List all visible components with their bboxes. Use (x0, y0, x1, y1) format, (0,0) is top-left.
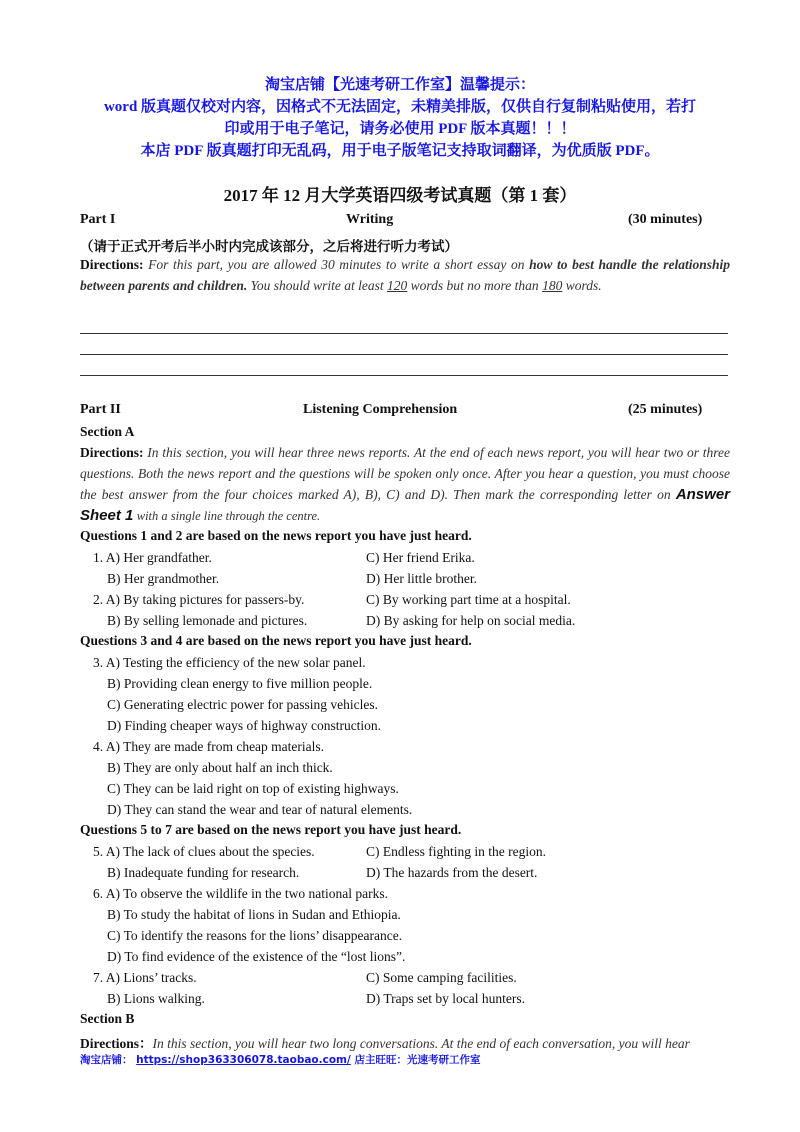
part1-name: Writing (346, 212, 394, 227)
essay-topic: how to best handle the relationship between parents and children. (80, 257, 731, 293)
part2-time: (25 minutes) (628, 402, 703, 417)
option-6b: B) To study the habitat of lions in Sudan and Ethiopia. (107, 907, 401, 922)
option-2c: C) By working part time at a hospital. (366, 592, 571, 607)
option-5a: 5. A) The lack of clues about the species. (93, 844, 315, 859)
part1-directions (80, 254, 730, 296)
part1-note: （请于正式开考后半小时内完成该部分，之后将进行听力考试） (80, 239, 458, 254)
footer-shop-label: 淘宝店铺： (80, 1054, 133, 1066)
directions-text-3: words but no more than (410, 278, 539, 293)
shop-link[interactable]: https://shop363306078.taobao.com/ (136, 1054, 351, 1066)
option-4b: B) They are only about half an inch thick. (107, 760, 333, 775)
notice-line-1: 淘宝店铺【光速考研工作室】温馨提示： (264, 77, 535, 93)
directions-text: In this section, you will hear two long conversations. At the end of each conversation, you will hear (152, 1036, 690, 1051)
option-5c: C) Endless fighting in the region. (366, 844, 546, 859)
option-7d: D) Traps set by local hunters. (366, 991, 525, 1006)
answer-sheet-label: Answer Sheet 1 (80, 486, 730, 524)
question-group-header: Questions 3 and 4 are based on the news report you have just heard. (80, 633, 472, 648)
directions-text: In this section, you will hear three news reports. At the end of each news report, you will hear two or three questions. Both the news report and the questions will be spoken only once. After you hear a question, you must choose the best answer from the four choices marked A), B), C) and D). Then mark the corresponding letter on (80, 445, 731, 502)
directions-end: with a single line through the centre. (136, 509, 321, 523)
option-3b: B) Providing clean energy to five million people. (107, 676, 373, 691)
question-group-header: Questions 1 and 2 are based on the news report you have just heard. (80, 528, 472, 543)
writing-line-2 (80, 354, 728, 355)
page-title: 2017 年 12 月大学英语四级考试真题（第 1 套） (223, 186, 577, 205)
option-6d: D) To find evidence of the existence of the “lost lions”. (107, 949, 406, 964)
notice-line-4: 本店 PDF 版真题打印无乱码，用于电子版笔记支持取词翻译，为优质版 PDF。 (140, 143, 660, 159)
notice-line-2: word 版真题仅校对内容，因格式不无法固定，未精美排版，仅供自行复制粘贴使用，若打 (103, 99, 697, 115)
option-1d: D) Her little brother. (366, 571, 477, 586)
notice-line-3: 印或用于电子笔记，请务必使用 PDF 版本真题！！！ (224, 121, 576, 137)
option-3c: C) Generating electric power for passing vehicles. (107, 697, 379, 712)
directions-label: Directions: (80, 445, 144, 460)
question-group-header: Questions 5 to 7 are based on the news report you have just heard. (80, 822, 462, 837)
option-6c: C) To identify the reasons for the lions’ disappearance. (107, 928, 403, 943)
page-footer (80, 1052, 481, 1067)
writing-line-1 (80, 333, 728, 334)
option-2a: 2. A) By taking pictures for passers-by. (93, 592, 305, 607)
option-4a: 4. A) They are made from cheap materials. (93, 739, 325, 754)
directions-label: Directions： (80, 1036, 153, 1051)
writing-line-3 (80, 375, 728, 376)
part2-directions (80, 442, 730, 527)
directions-text-4: words. (565, 278, 602, 293)
option-2d: D) By asking for help on social media. (366, 613, 576, 628)
option-4d: D) They can stand the wear and tear of natural elements. (107, 802, 413, 817)
option-6a: 6. A) To observe the wildlife in the two national parks. (93, 886, 388, 901)
section-b-directions (80, 1032, 728, 1052)
part1-time: (30 minutes) (628, 212, 703, 227)
option-7b: B) Lions walking. (107, 991, 205, 1006)
max-words: 180 (542, 278, 563, 293)
promo-notice (0, 74, 800, 162)
section-a-heading: Section A (80, 424, 135, 439)
option-5b: B) Inadequate funding for research. (107, 865, 300, 880)
option-2b: B) By selling lemonade and pictures. (107, 613, 308, 628)
option-4c: C) They can be laid right on top of existing highways. (107, 781, 399, 796)
option-1a: 1. A) Her grandfather. (93, 550, 212, 565)
directions-text-2: You should write at least (250, 278, 384, 293)
directions-label: Directions: (80, 257, 144, 272)
min-words: 120 (387, 278, 408, 293)
option-3a: 3. A) Testing the efficiency of the new solar panel. (93, 655, 366, 670)
option-3d: D) Finding cheaper ways of highway construction. (107, 718, 382, 733)
option-7c: C) Some camping facilities. (366, 970, 517, 985)
option-7a: 7. A) Lions’ tracks. (93, 970, 197, 985)
option-1c: C) Her friend Erika. (366, 550, 475, 565)
part2-name: Listening Comprehension (303, 402, 458, 417)
option-5d: D) The hazards from the desert. (366, 865, 538, 880)
directions-text: For this part, you are allowed 30 minutes to write a short essay on (148, 257, 525, 272)
part2-label: Part II (80, 402, 121, 417)
footer-owner: 店主旺旺：光速考研工作室 (354, 1054, 481, 1066)
section-b-heading: Section B (80, 1011, 135, 1026)
option-1b: B) Her grandmother. (107, 571, 220, 586)
part1-label: Part I (80, 212, 116, 227)
